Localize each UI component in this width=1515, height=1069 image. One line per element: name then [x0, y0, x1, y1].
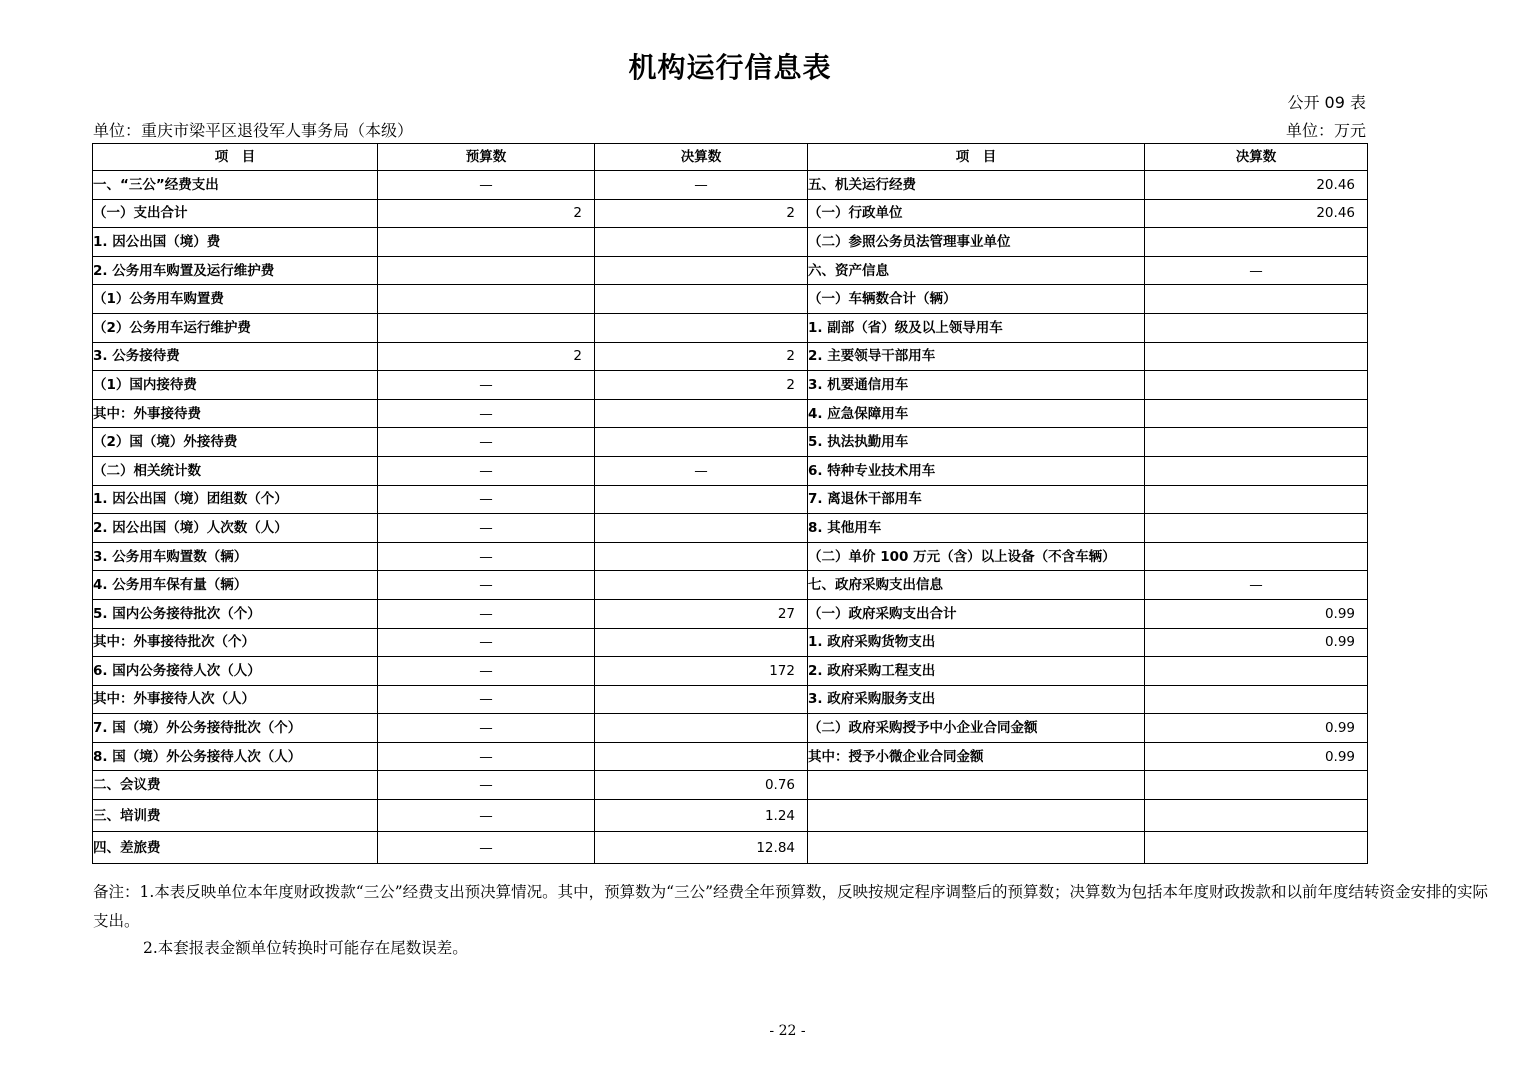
table-row — [93, 832, 1368, 864]
right-item: 3. 政府采购服务支出 — [808, 685, 1145, 714]
budget-cell: — — [378, 171, 595, 200]
table-row — [93, 456, 1368, 485]
table-row — [93, 514, 1368, 543]
right-final-cell — [1145, 832, 1368, 864]
left-item: 其中：外事接待批次（个） — [93, 628, 378, 657]
table-row — [93, 256, 1368, 285]
left-item: （一）支出合计 — [93, 199, 378, 228]
final-cell — [595, 285, 808, 314]
right-final-cell — [1145, 771, 1368, 800]
budget-cell: — — [378, 542, 595, 571]
right-final-cell: 0.99 — [1145, 599, 1368, 628]
right-item: 其中：授予小微企业合同金额 — [808, 742, 1145, 771]
right-final-cell — [1145, 485, 1368, 514]
budget-cell — [378, 256, 595, 285]
right-item: 2. 政府采购工程支出 — [808, 657, 1145, 686]
table-row — [93, 342, 1368, 371]
right-item: 2. 主要领导干部用车 — [808, 342, 1145, 371]
final-cell: 172 — [595, 657, 808, 686]
table-row — [93, 542, 1368, 571]
left-item: 一、“三公”经费支出 — [93, 171, 378, 200]
left-item: 5. 国内公务接待批次（个） — [93, 599, 378, 628]
left-item: 3. 公务接待费 — [93, 342, 378, 371]
table-row — [93, 599, 1368, 628]
left-item: 其中：外事接待费 — [93, 399, 378, 428]
right-item: 1. 政府采购货物支出 — [808, 628, 1145, 657]
right-final-cell — [1145, 285, 1368, 314]
right-item: 六、资产信息 — [808, 256, 1145, 285]
left-item: 其中：外事接待人次（人） — [93, 685, 378, 714]
table-header-row — [93, 144, 1368, 171]
page-title: 机构运行信息表 — [628, 51, 832, 84]
right-final-cell — [1145, 228, 1368, 257]
right-final-cell: — — [1145, 256, 1368, 285]
right-final-cell: 0.99 — [1145, 742, 1368, 771]
budget-cell: — — [378, 800, 595, 832]
table-row — [93, 685, 1368, 714]
table-row — [93, 171, 1368, 200]
right-item: 七、政府采购支出信息 — [808, 571, 1145, 600]
left-item: 4. 公务用车保有量（辆） — [93, 571, 378, 600]
right-final-cell — [1145, 542, 1368, 571]
final-cell — [595, 256, 808, 285]
left-item: 2. 因公出国（境）人次数（人） — [93, 514, 378, 543]
table-row — [93, 228, 1368, 257]
left-item: （1）国内接待费 — [93, 371, 378, 400]
form-code: 公开 09 表 — [1287, 93, 1366, 112]
right-item: （二）单价 100 万元（含）以上设备（不含车辆） — [808, 542, 1145, 571]
final-cell — [595, 571, 808, 600]
left-item: 四、差旅费 — [93, 832, 378, 864]
final-cell — [595, 399, 808, 428]
budget-cell: — — [378, 742, 595, 771]
final-cell — [595, 313, 808, 342]
final-cell: 2 — [595, 371, 808, 400]
table-row — [93, 800, 1368, 832]
left-item: 3. 公务用车购置数（辆） — [93, 542, 378, 571]
right-item: （二）参照公务员法管理事业单位 — [808, 228, 1145, 257]
right-final-cell — [1145, 657, 1368, 686]
footnote-1: 备注：1.本表反映单位本年度财政拨款“三公”经费支出预决算情况。其中，预算数为“三公”经费全年预算数，反映按规定程序调整后的预算数；决算数为包括本年度财政拨款和以前年度结转资金安排的实际支出。 — [93, 883, 1488, 930]
table-row — [93, 714, 1368, 743]
header-budget: 预算数 — [378, 144, 595, 171]
left-item: 8. 国（境）外公务接待人次（人） — [93, 742, 378, 771]
final-cell: 0.76 — [595, 771, 808, 800]
table-row — [93, 399, 1368, 428]
left-item: （二）相关统计数 — [93, 456, 378, 485]
header-final: 决算数 — [595, 144, 808, 171]
final-cell: 1.24 — [595, 800, 808, 832]
right-item: 五、机关运行经费 — [808, 171, 1145, 200]
right-item: 5. 执法执勤用车 — [808, 428, 1145, 457]
budget-cell: 2 — [378, 199, 595, 228]
final-cell: 2 — [595, 199, 808, 228]
budget-cell: — — [378, 599, 595, 628]
right-item: （一）车辆数合计（辆） — [808, 285, 1145, 314]
right-final-cell — [1145, 342, 1368, 371]
left-item: 6. 国内公务接待人次（人） — [93, 657, 378, 686]
final-cell — [595, 714, 808, 743]
right-final-cell — [1145, 428, 1368, 457]
right-item: （二）政府采购授予中小企业合同金额 — [808, 714, 1145, 743]
table-row — [93, 771, 1368, 800]
final-cell — [595, 485, 808, 514]
table-row — [93, 285, 1368, 314]
right-item: 3. 机要通信用车 — [808, 371, 1145, 400]
left-item: 三、培训费 — [93, 800, 378, 832]
table-row — [93, 428, 1368, 457]
final-cell — [595, 685, 808, 714]
final-cell — [595, 628, 808, 657]
right-item: （一）政府采购支出合计 — [808, 599, 1145, 628]
final-cell: 12.84 — [595, 832, 808, 864]
info-table — [92, 143, 1368, 864]
budget-cell: — — [378, 571, 595, 600]
right-item: 6. 特种专业技术用车 — [808, 456, 1145, 485]
table-row — [93, 742, 1368, 771]
header-item: 项 目 — [93, 144, 378, 171]
right-item — [808, 771, 1145, 800]
budget-cell — [378, 313, 595, 342]
final-cell — [595, 514, 808, 543]
right-final-cell: — — [1145, 571, 1368, 600]
page-number: - 22 - — [769, 1023, 806, 1039]
budget-cell: — — [378, 628, 595, 657]
budget-cell: — — [378, 371, 595, 400]
budget-cell — [378, 285, 595, 314]
final-cell: — — [595, 456, 808, 485]
right-item: 7. 离退休干部用车 — [808, 485, 1145, 514]
budget-cell: — — [378, 657, 595, 686]
left-item: 7. 国（境）外公务接待批次（个） — [93, 714, 378, 743]
final-cell: 2 — [595, 342, 808, 371]
table-row — [93, 313, 1368, 342]
table-row — [93, 571, 1368, 600]
budget-cell: — — [378, 714, 595, 743]
final-cell: — — [595, 171, 808, 200]
right-final-cell: 0.99 — [1145, 714, 1368, 743]
right-item: 1. 副部（省）级及以上领导用车 — [808, 313, 1145, 342]
budget-cell: 2 — [378, 342, 595, 371]
left-item: 二、会议费 — [93, 771, 378, 800]
left-item: 2. 公务用车购置及运行维护费 — [93, 256, 378, 285]
currency-unit: 单位：万元 — [1285, 121, 1366, 140]
right-item — [808, 800, 1145, 832]
right-final-cell — [1145, 514, 1368, 543]
table-row — [93, 371, 1368, 400]
right-final-cell: 20.46 — [1145, 199, 1368, 228]
final-cell — [595, 228, 808, 257]
right-final-cell: 20.46 — [1145, 171, 1368, 200]
reporting-unit: 单位：重庆市梁平区退役军人事务局（本级） — [93, 121, 414, 140]
left-item: 1. 因公出国（境）费 — [93, 228, 378, 257]
budget-cell: — — [378, 685, 595, 714]
right-final-cell — [1145, 800, 1368, 832]
table-row — [93, 657, 1368, 686]
right-final-cell — [1145, 399, 1368, 428]
budget-cell: — — [378, 514, 595, 543]
right-final-cell — [1145, 313, 1368, 342]
budget-cell: — — [378, 399, 595, 428]
left-item: （2）国（境）外接待费 — [93, 428, 378, 457]
budget-cell: — — [378, 456, 595, 485]
right-item: 8. 其他用车 — [808, 514, 1145, 543]
budget-cell: — — [378, 428, 595, 457]
left-item: （1）公务用车购置费 — [93, 285, 378, 314]
final-cell — [595, 428, 808, 457]
header-item-right: 项 目 — [808, 144, 1145, 171]
footnote-2: 2.本套报表金额单位转换时可能存在尾数误差。 — [143, 939, 468, 957]
right-final-cell: 0.99 — [1145, 628, 1368, 657]
right-item: （一）行政单位 — [808, 199, 1145, 228]
right-final-cell — [1145, 685, 1368, 714]
left-item: 1. 因公出国（境）团组数（个） — [93, 485, 378, 514]
right-final-cell — [1145, 456, 1368, 485]
final-cell — [595, 542, 808, 571]
table-row — [93, 628, 1368, 657]
final-cell — [595, 742, 808, 771]
table-row — [93, 199, 1368, 228]
budget-cell: — — [378, 771, 595, 800]
header-final-right: 决算数 — [1145, 144, 1368, 171]
final-cell: 27 — [595, 599, 808, 628]
right-item — [808, 832, 1145, 864]
budget-cell — [378, 228, 595, 257]
left-item: （2）公务用车运行维护费 — [93, 313, 378, 342]
right-final-cell — [1145, 371, 1368, 400]
budget-cell: — — [378, 485, 595, 514]
table-row — [93, 485, 1368, 514]
right-item: 4. 应急保障用车 — [808, 399, 1145, 428]
budget-cell: — — [378, 832, 595, 864]
